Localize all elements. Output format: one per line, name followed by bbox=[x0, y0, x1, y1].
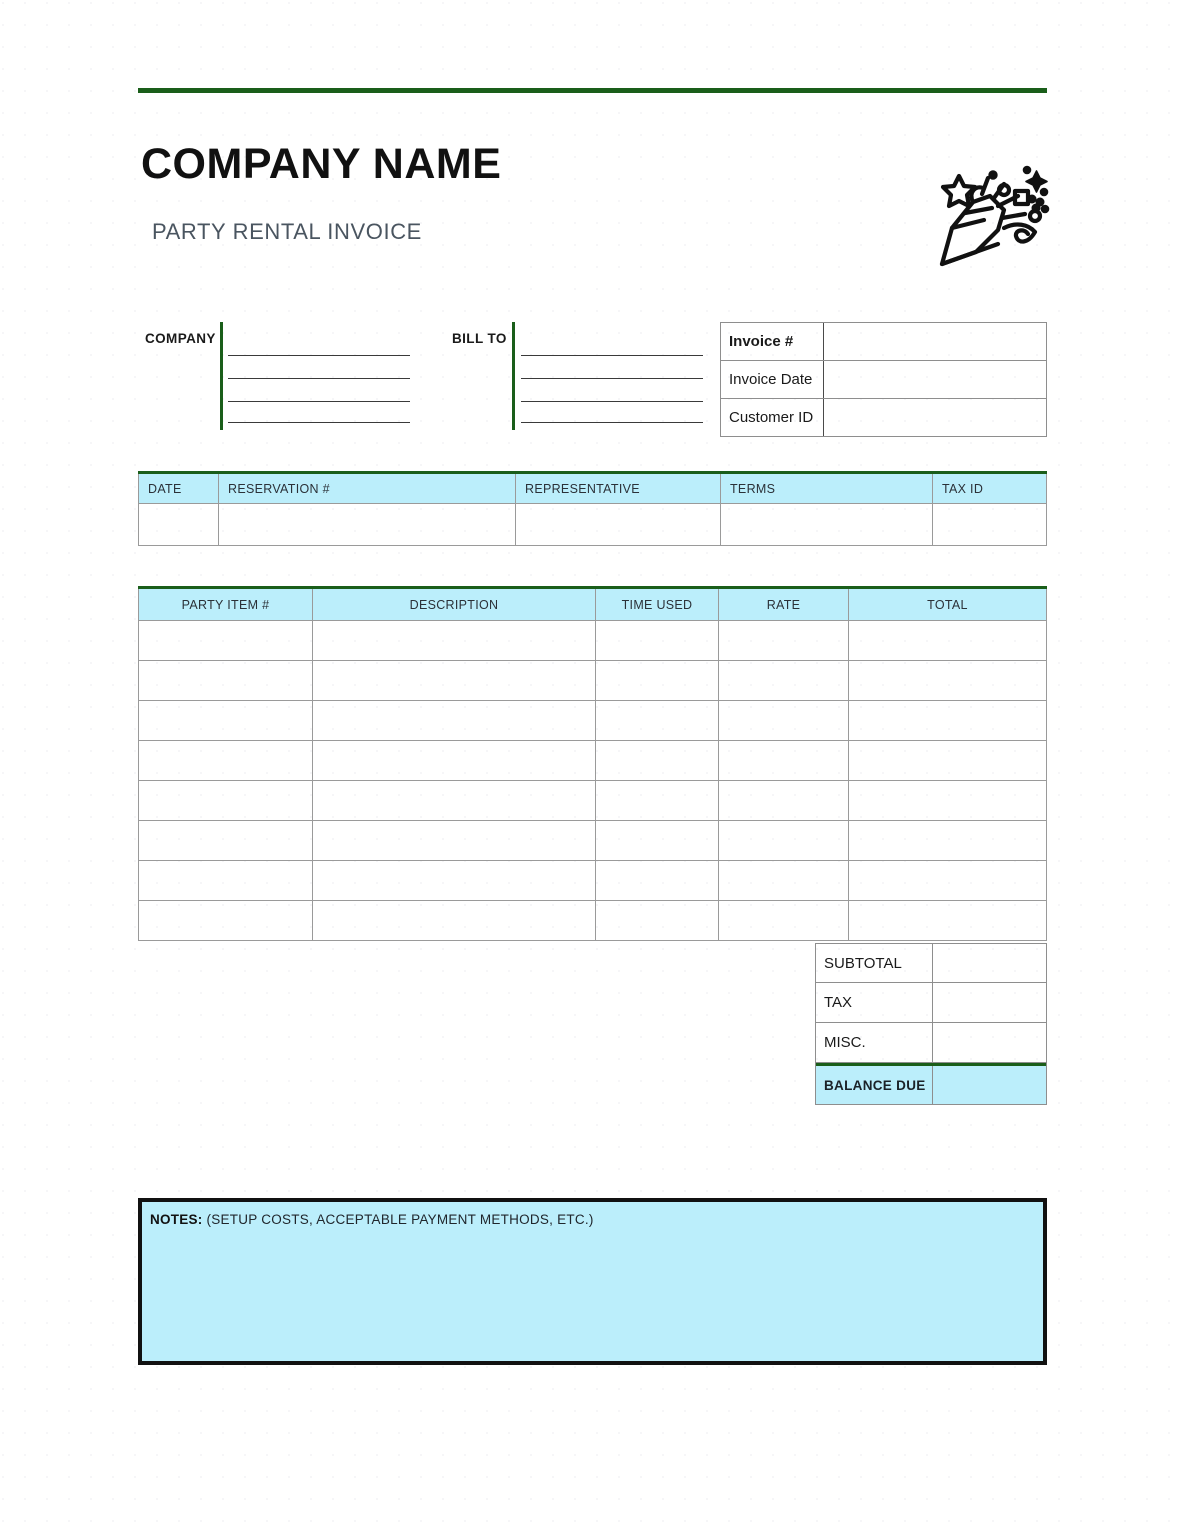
items-cell-description[interactable] bbox=[313, 901, 596, 940]
items-header-row bbox=[138, 589, 1047, 621]
items-cell-description[interactable] bbox=[313, 861, 596, 900]
company-address-line[interactable] bbox=[228, 378, 410, 379]
notes-label: NOTES: bbox=[150, 1212, 203, 1227]
details-header-representative: REPRESENTATIVE bbox=[516, 474, 721, 503]
party-popper-icon bbox=[932, 158, 1054, 276]
notes-hint: (SETUP COSTS, ACCEPTABLE PAYMENT METHODS, ETC.) bbox=[206, 1212, 594, 1227]
invoice-date-input[interactable] bbox=[824, 361, 1046, 398]
items-cell-description[interactable] bbox=[313, 661, 596, 700]
items-cell-party-item[interactable] bbox=[139, 821, 313, 860]
details-header-tax-id: TAX ID bbox=[942, 481, 984, 496]
items-cell-time-used[interactable] bbox=[596, 741, 719, 780]
items-cell-total[interactable] bbox=[849, 701, 1046, 740]
misc-label: MISC. bbox=[816, 1023, 933, 1062]
table-row bbox=[138, 901, 1047, 941]
table-row bbox=[138, 781, 1047, 821]
items-cell-party-item[interactable] bbox=[139, 901, 313, 940]
items-cell-time-used[interactable] bbox=[596, 701, 719, 740]
balance-due-label: BALANCE DUE bbox=[816, 1066, 933, 1104]
company-address-line[interactable] bbox=[228, 422, 410, 423]
tax-label: TAX bbox=[816, 983, 933, 1022]
customer-id-row bbox=[721, 399, 1046, 436]
items-cell-total[interactable] bbox=[849, 821, 1046, 860]
bill-to-address-line[interactable] bbox=[521, 422, 703, 423]
misc-value[interactable] bbox=[933, 1023, 1046, 1062]
items-body bbox=[138, 621, 1047, 941]
notes-caption bbox=[150, 1212, 594, 1227]
details-header-date: DATE bbox=[139, 474, 219, 503]
items-cell-time-used[interactable] bbox=[596, 861, 719, 900]
bill-to-address-line[interactable] bbox=[521, 401, 703, 402]
table-row bbox=[138, 621, 1047, 661]
items-cell-party-item[interactable] bbox=[139, 781, 313, 820]
items-cell-total[interactable] bbox=[849, 861, 1046, 900]
items-cell-total[interactable] bbox=[849, 661, 1046, 700]
invoice-number-input[interactable] bbox=[824, 323, 1046, 360]
header-top-rule bbox=[138, 88, 1047, 93]
items-cell-party-item[interactable] bbox=[139, 621, 313, 660]
company-address-line[interactable] bbox=[228, 401, 410, 402]
items-cell-rate[interactable] bbox=[719, 701, 849, 740]
line-items-table bbox=[138, 586, 1047, 941]
company-address-field[interactable] bbox=[228, 322, 410, 430]
items-cell-time-used[interactable] bbox=[596, 661, 719, 700]
items-cell-total[interactable] bbox=[849, 781, 1046, 820]
details-cell-terms[interactable] bbox=[721, 504, 933, 545]
items-cell-description[interactable] bbox=[313, 781, 596, 820]
items-cell-party-item[interactable] bbox=[139, 701, 313, 740]
bill-to-block-label: BILL TO bbox=[452, 331, 507, 346]
table-row bbox=[138, 701, 1047, 741]
bill-to-block-accent-bar bbox=[512, 322, 515, 430]
balance-due-row bbox=[816, 1063, 1046, 1104]
items-header-description: DESCRIPTION bbox=[313, 589, 596, 620]
items-cell-total[interactable] bbox=[849, 621, 1046, 660]
items-cell-time-used[interactable] bbox=[596, 781, 719, 820]
invoice-number-label: Invoice # bbox=[721, 323, 824, 360]
bill-to-address-field[interactable] bbox=[521, 322, 703, 430]
items-cell-total[interactable] bbox=[849, 901, 1046, 940]
items-cell-time-used[interactable] bbox=[596, 621, 719, 660]
balance-due-value[interactable] bbox=[933, 1066, 1046, 1104]
items-cell-time-used[interactable] bbox=[596, 821, 719, 860]
details-body-row bbox=[138, 504, 1047, 546]
invoice-date-row bbox=[721, 361, 1046, 399]
items-cell-rate[interactable] bbox=[719, 621, 849, 660]
subtotal-value[interactable] bbox=[933, 944, 1046, 982]
items-cell-description[interactable] bbox=[313, 821, 596, 860]
subtotal-row bbox=[816, 943, 1046, 983]
misc-row bbox=[816, 1023, 1046, 1063]
table-row bbox=[138, 661, 1047, 701]
document-subtitle: PARTY RENTAL INVOICE bbox=[152, 219, 422, 244]
bill-to-address-line[interactable] bbox=[521, 378, 703, 379]
items-cell-description[interactable] bbox=[313, 701, 596, 740]
bill-to-address-line[interactable] bbox=[521, 355, 703, 356]
items-cell-rate[interactable] bbox=[719, 821, 849, 860]
items-cell-rate[interactable] bbox=[719, 861, 849, 900]
items-cell-rate[interactable] bbox=[719, 741, 849, 780]
details-header-row bbox=[138, 474, 1047, 504]
items-cell-party-item[interactable] bbox=[139, 861, 313, 900]
subtotal-label: SUBTOTAL bbox=[816, 944, 933, 982]
details-cell-reservation[interactable] bbox=[219, 504, 516, 545]
company-block-label: COMPANY bbox=[145, 331, 216, 346]
details-cell-representative[interactable] bbox=[516, 504, 721, 545]
reservation-details-table bbox=[138, 471, 1047, 546]
items-cell-description[interactable] bbox=[313, 621, 596, 660]
details-header-reservation: RESERVATION # bbox=[219, 474, 516, 503]
company-address-line[interactable] bbox=[228, 355, 410, 356]
company-block-accent-bar bbox=[220, 322, 223, 430]
items-cell-time-used[interactable] bbox=[596, 901, 719, 940]
tax-row bbox=[816, 983, 1046, 1023]
details-cell-tax-id[interactable] bbox=[933, 504, 1046, 545]
items-cell-rate[interactable] bbox=[719, 901, 849, 940]
items-cell-party-item[interactable] bbox=[139, 741, 313, 780]
customer-id-input[interactable] bbox=[824, 399, 1046, 436]
items-cell-rate[interactable] bbox=[719, 661, 849, 700]
items-cell-party-item[interactable] bbox=[139, 661, 313, 700]
details-header-terms: TERMS bbox=[721, 474, 933, 503]
items-cell-total[interactable] bbox=[849, 741, 1046, 780]
invoice-date-label: Invoice Date bbox=[721, 361, 824, 398]
table-row bbox=[138, 861, 1047, 901]
items-header-time-used: TIME USED bbox=[596, 589, 719, 620]
items-header-total: TOTAL bbox=[927, 597, 968, 612]
company-name-heading: COMPANY NAME bbox=[141, 140, 502, 188]
notes-box[interactable] bbox=[138, 1198, 1047, 1365]
customer-id-label: Customer ID bbox=[721, 399, 824, 436]
tax-value[interactable] bbox=[933, 983, 1046, 1022]
items-header-party-item: PARTY ITEM # bbox=[139, 589, 313, 620]
totals-box bbox=[815, 943, 1047, 1105]
items-cell-rate[interactable] bbox=[719, 781, 849, 820]
table-row bbox=[138, 741, 1047, 781]
table-row bbox=[138, 821, 1047, 861]
invoice-meta-box bbox=[720, 322, 1047, 437]
details-cell-date[interactable] bbox=[139, 504, 219, 545]
items-header-rate: RATE bbox=[719, 589, 849, 620]
items-cell-description[interactable] bbox=[313, 741, 596, 780]
invoice-number-row bbox=[721, 323, 1046, 361]
